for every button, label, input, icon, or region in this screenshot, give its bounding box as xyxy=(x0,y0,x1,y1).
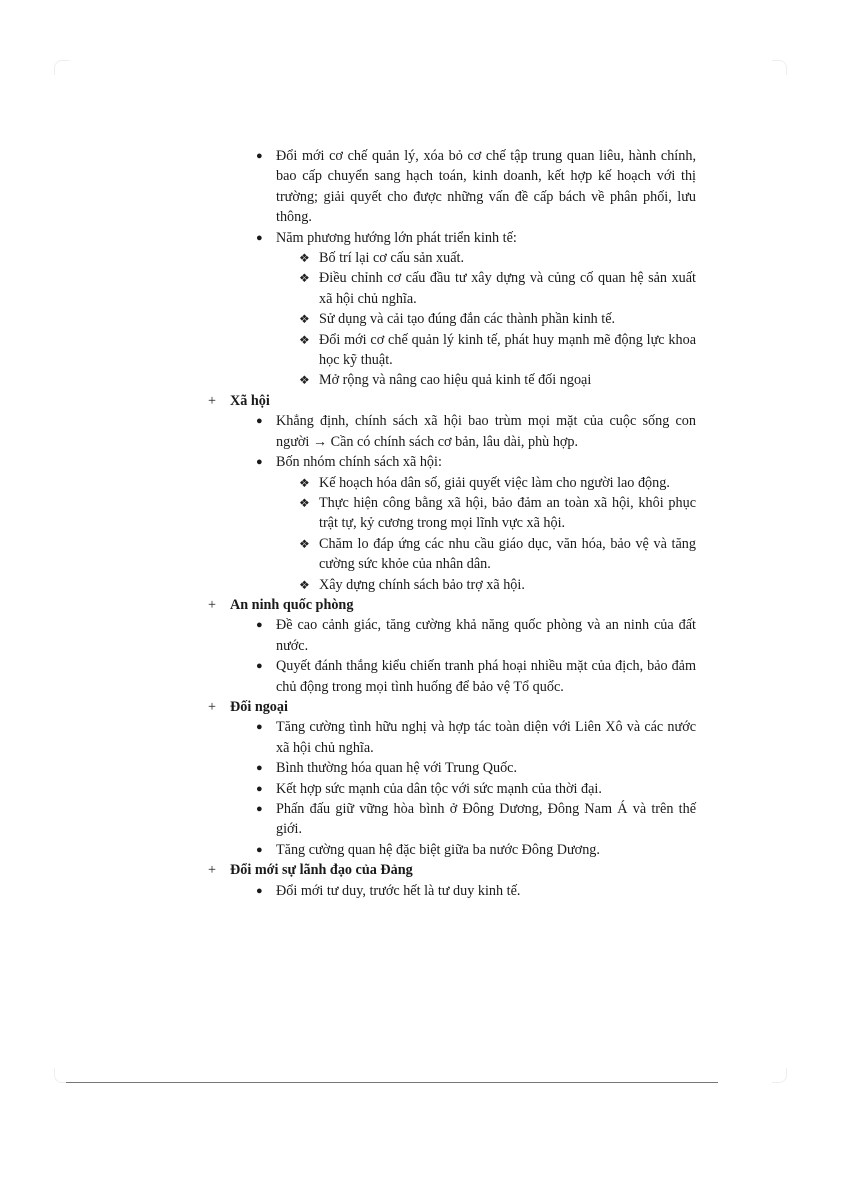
bullet-icon: ● xyxy=(256,415,263,428)
list-item-text: Bốn nhóm chính sách xã hội: xyxy=(276,454,442,471)
bullet-icon: ● xyxy=(256,721,263,734)
footer-divider xyxy=(66,1082,718,1083)
sub-list-item-text: Mở rộng và nâng cao hiệu quả kinh tế đối ngoại xyxy=(319,372,592,389)
plus-icon: + xyxy=(208,596,217,613)
list-item-text: Kết hợp sức mạnh của dân tộc với sức mạnh của thời đại. xyxy=(276,780,602,797)
page-corner-mark xyxy=(54,60,69,75)
bullet-icon: ● xyxy=(256,803,263,815)
sub-list-item-text: Chăm lo đáp ứng các nhu cầu giáo dục, văn hóa, bảo vệ và tăng cường sức khỏe của nhân dân. xyxy=(319,535,696,573)
diamond-bullet-icon: ❖ xyxy=(299,312,310,327)
sub-list-item xyxy=(0,493,841,534)
list-item xyxy=(0,881,841,901)
sub-list-item-text: Đổi mới cơ chế quản lý kinh tế, phát huy mạnh mẽ động lực khoa học kỹ thuật. xyxy=(319,331,696,369)
diamond-bullet-icon: ❖ xyxy=(299,332,310,347)
page-corner-mark xyxy=(772,1068,787,1083)
diamond-bullet-icon: ❖ xyxy=(299,251,310,266)
bullet-icon: ● xyxy=(256,456,263,469)
sub-list-item-text: Sử dụng và cải tạo đúng đắn các thành phần kinh tế. xyxy=(319,311,616,328)
section-heading xyxy=(0,697,841,717)
sub-list-item xyxy=(0,330,841,371)
sub-list-item xyxy=(0,309,841,329)
sub-list-item xyxy=(0,473,841,493)
section-heading-text: Đối ngoại xyxy=(230,698,288,715)
list-item-text: Tăng cường quan hệ đặc biệt giữa ba nước Đông Dương. xyxy=(276,841,600,858)
sub-list-item-text: Điều chỉnh cơ cấu đầu tư xây dựng và củng cố quan hệ sản xuất xã hội chủ nghĩa. xyxy=(319,270,696,307)
plus-icon: + xyxy=(208,698,217,715)
list-item xyxy=(0,717,841,758)
diamond-bullet-icon: ❖ xyxy=(299,495,310,510)
diamond-bullet-icon: ❖ xyxy=(299,577,310,592)
plus-icon: + xyxy=(208,862,217,879)
list-item-text: Khẳng định, chính sách xã hội bao trùm mọi mặt của cuộc sống con người → Cần có chính sách cơ bản, lâu dài, phù hợp. xyxy=(276,413,696,450)
bullet-icon: ● xyxy=(256,619,263,632)
section-heading-text: Đổi mới sự lãnh đạo của Đảng xyxy=(230,862,413,879)
list-item-text: Đổi mới tư duy, trước hết là tư duy kinh tế. xyxy=(276,882,521,899)
sub-list-item-text: Thực hiện công bằng xã hội, bảo đảm an toàn xã hội, khôi phục trật tự, kỷ cương trong mọi lĩnh vực xã hội. xyxy=(319,494,696,532)
sub-list-item xyxy=(0,534,841,575)
list-item-text: Năm phương hướng lớn phát triển kinh tế: xyxy=(276,229,517,246)
list-item xyxy=(0,228,841,248)
page-corner-mark xyxy=(54,1068,69,1083)
sub-list-item xyxy=(0,248,841,268)
list-item-text: Tăng cường tình hữu nghị và hợp tác toàn diện với Liên Xô và các nước xã hội chủ nghĩa. xyxy=(276,719,696,756)
sub-list-item xyxy=(0,268,841,309)
bullet-icon: ● xyxy=(256,231,263,244)
plus-icon: + xyxy=(208,392,217,409)
bullet-icon: ● xyxy=(256,843,263,856)
list-item xyxy=(0,758,841,778)
sub-list-item xyxy=(0,575,841,595)
section-heading-text: Xã hội xyxy=(230,392,270,409)
bullet-icon: ● xyxy=(256,660,263,673)
bullet-icon: ● xyxy=(256,884,263,897)
page-corner-mark xyxy=(772,60,787,75)
sub-list-item-text: Xây dựng chính sách bảo trợ xã hội. xyxy=(319,576,525,593)
list-item xyxy=(0,146,841,228)
sub-list-item-text: Kế hoạch hóa dân số, giải quyết việc làm cho người lao động. xyxy=(319,474,670,491)
list-item xyxy=(0,411,841,452)
bullet-icon: ● xyxy=(256,762,263,775)
section-heading xyxy=(0,860,841,880)
list-item-text: Quyết đánh thắng kiểu chiến tranh phá hoại nhiều mặt của địch, bảo đảm chủ động trong mọi tình huống để bảo vệ Tổ quốc. xyxy=(276,658,696,695)
sub-list-item-text: Bố trí lại cơ cấu sản xuất. xyxy=(319,250,464,267)
bullet-icon: ● xyxy=(256,782,263,795)
section-heading-text: An ninh quốc phòng xyxy=(230,596,354,613)
document-body xyxy=(0,146,841,901)
list-item-text: Phấn đấu giữ vững hòa bình ở Đông Dương, Đông Nam Á và trên thế giới. xyxy=(276,801,696,838)
diamond-bullet-icon: ❖ xyxy=(299,271,310,286)
sub-list-item xyxy=(0,370,841,390)
list-item-text: Đổi mới cơ chế quản lý, xóa bỏ cơ chế tập trung quan liêu, hành chính, bao cấp chuyển sang hạch toán, kinh doanh, kết hợp kế hoạch với thị trường; giải quyết cho được những vấn đề cấp bách về phân phối, lưu thông. xyxy=(276,148,696,226)
list-item xyxy=(0,779,841,799)
section-heading xyxy=(0,595,841,615)
list-item-text: Bình thường hóa quan hệ với Trung Quốc. xyxy=(276,760,518,777)
diamond-bullet-icon: ❖ xyxy=(299,373,310,388)
list-item xyxy=(0,799,841,840)
list-item xyxy=(0,615,841,656)
list-item xyxy=(0,840,841,860)
diamond-bullet-icon: ❖ xyxy=(299,475,310,490)
section-heading xyxy=(0,391,841,411)
diamond-bullet-icon: ❖ xyxy=(299,536,310,551)
list-item-text: Đề cao cảnh giác, tăng cường khả năng quốc phòng và an ninh của đất nước. xyxy=(276,617,696,654)
list-item xyxy=(0,452,841,472)
list-item xyxy=(0,656,841,697)
bullet-icon: ● xyxy=(256,150,263,162)
